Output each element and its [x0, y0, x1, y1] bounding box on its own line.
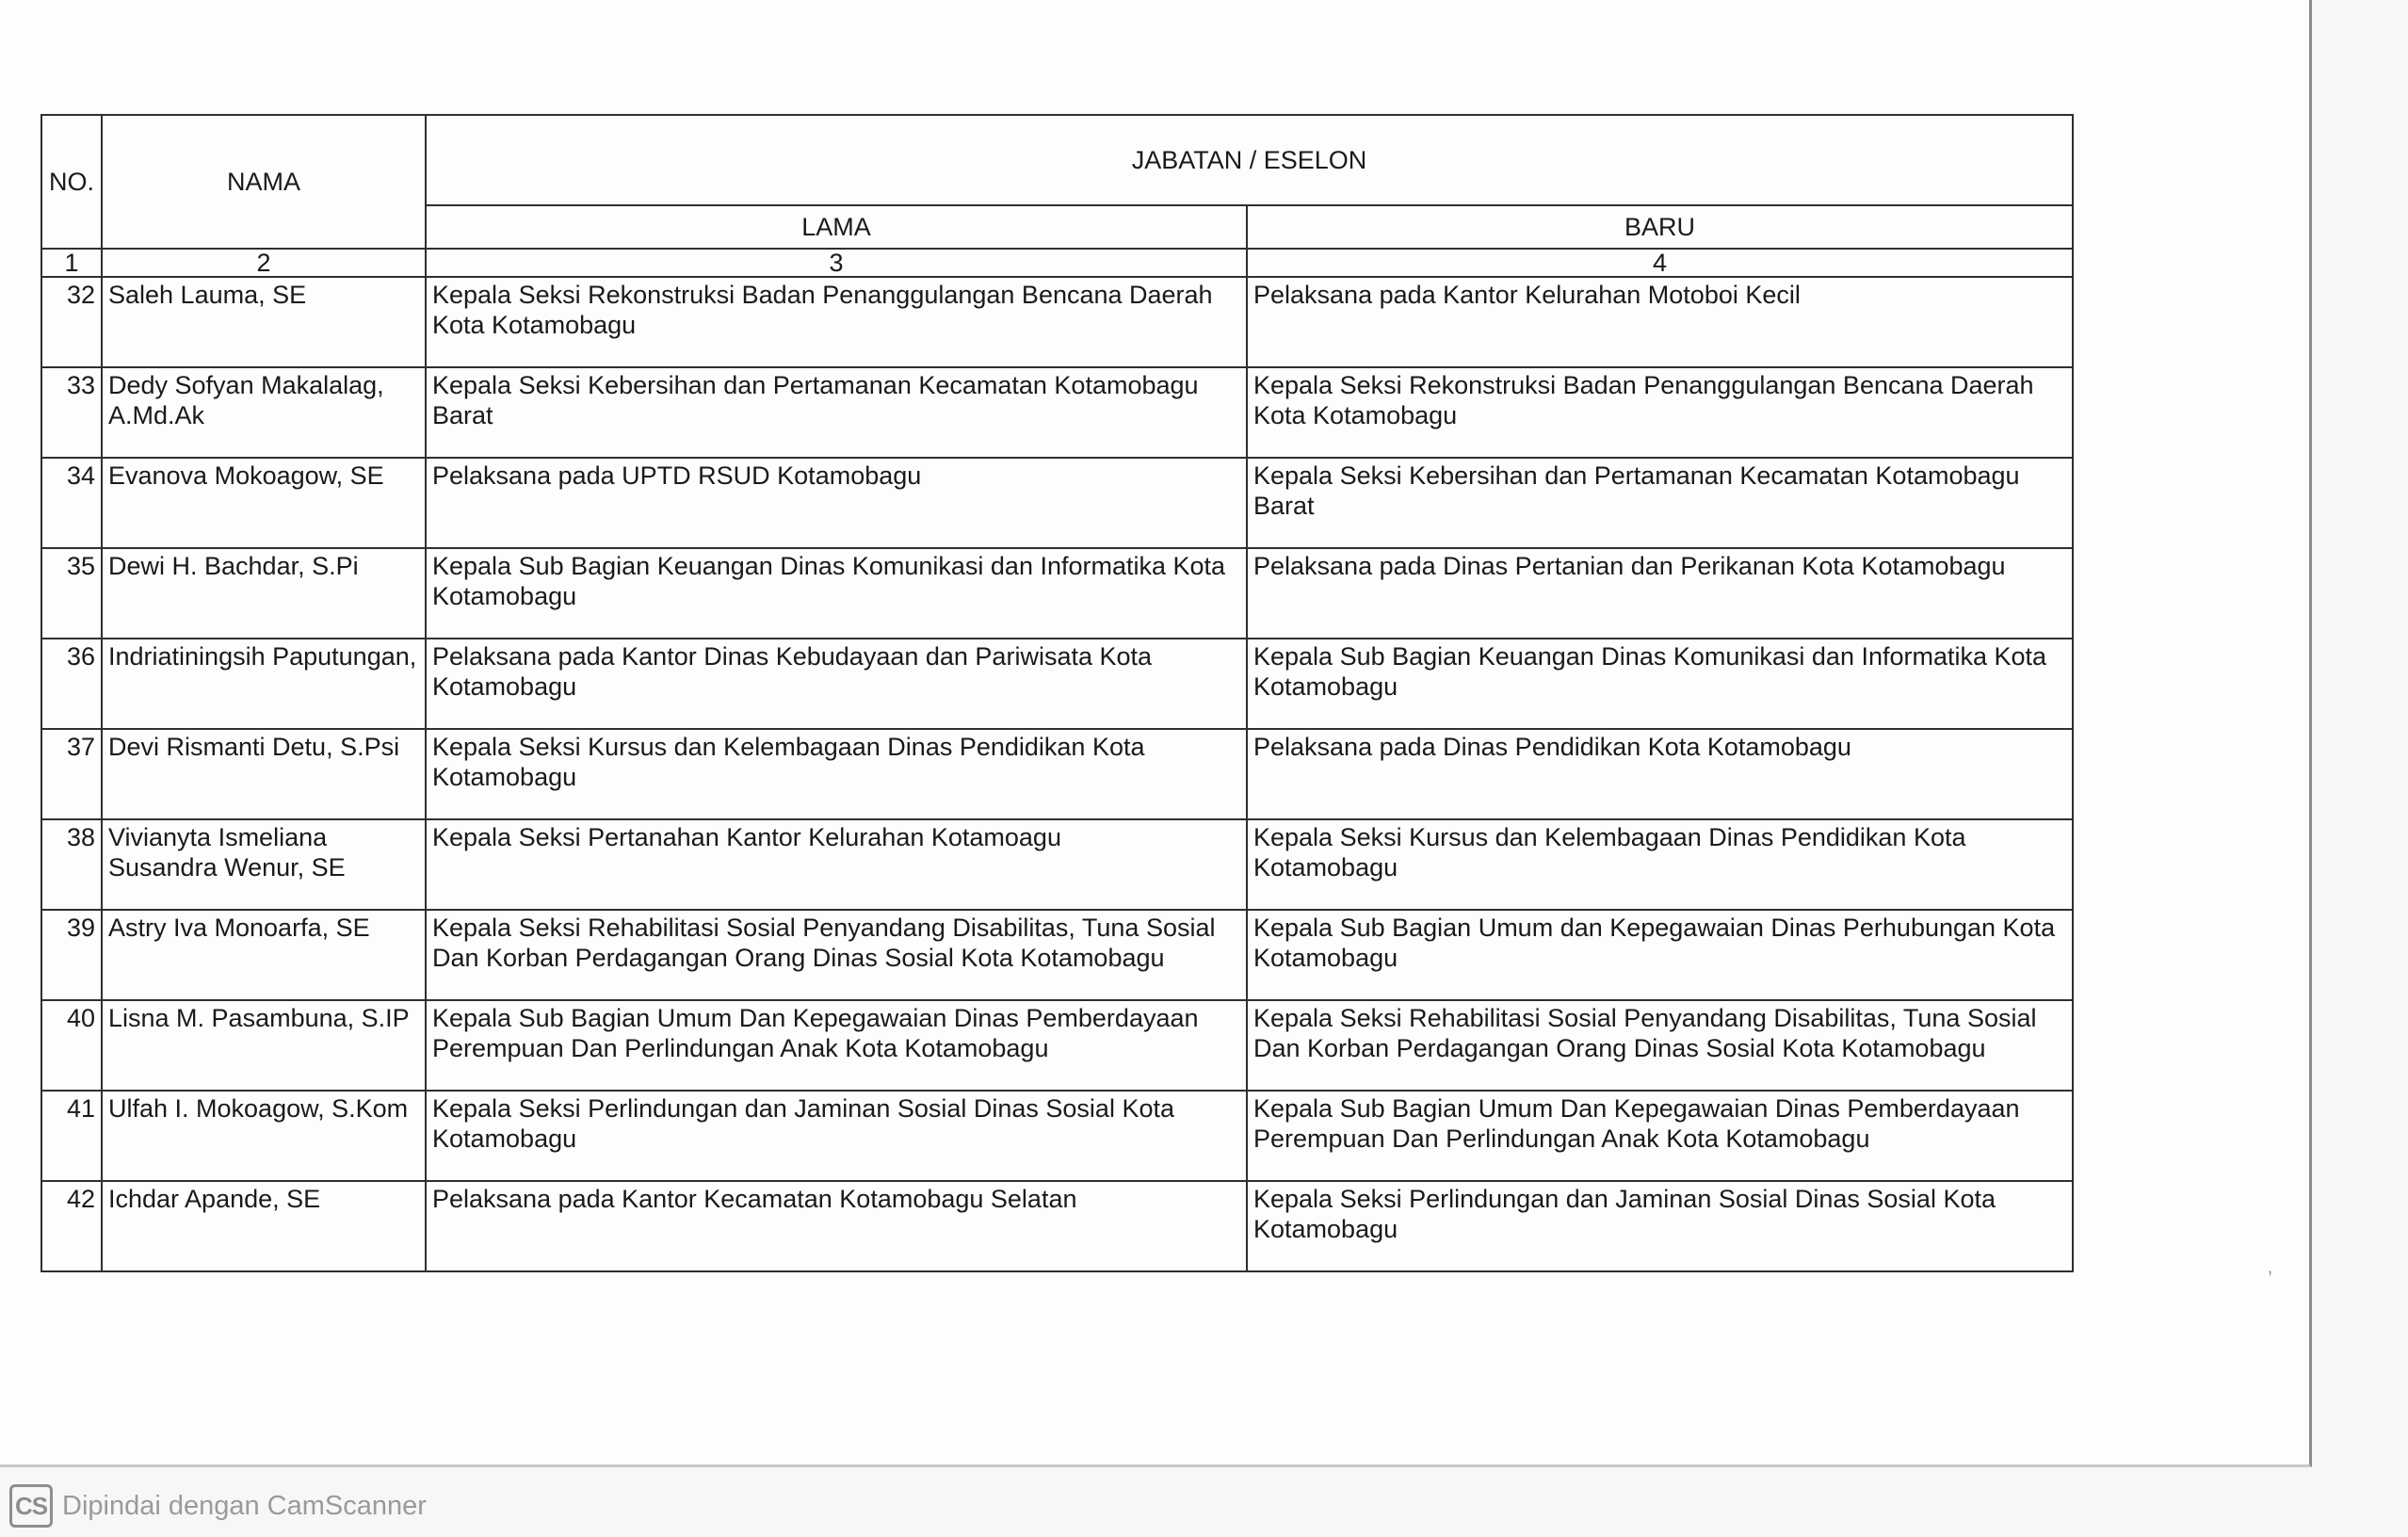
- cell-no: 41: [41, 1091, 102, 1181]
- col-number: 4: [1247, 249, 2073, 277]
- table-row: [41, 639, 2073, 729]
- cell-no: 37: [41, 729, 102, 819]
- table-row: [41, 277, 2073, 367]
- cell-lama: Kepala Seksi Rekonstruksi Badan Penanggulangan Bencana Daerah Kota Kotamobagu: [426, 277, 1247, 367]
- cell-nama: Ulfah I. Mokoagow, S.Kom: [102, 1091, 426, 1181]
- cell-nama: Saleh Lauma, SE: [102, 277, 426, 367]
- table-row: [41, 729, 2073, 819]
- cell-lama: Kepala Seksi Kursus dan Kelembagaan Dinas Pendidikan Kota Kotamobagu: [426, 729, 1247, 819]
- col-number: 2: [102, 249, 426, 277]
- cell-lama: Pelaksana pada UPTD RSUD Kotamobagu: [426, 458, 1247, 548]
- cell-baru: Kepala Seksi Rekonstruksi Badan Penanggulangan Bencana Daerah Kota Kotamobagu: [1247, 367, 2073, 458]
- cell-no: 33: [41, 367, 102, 458]
- header-lama: LAMA: [426, 205, 1247, 249]
- cell-lama: Kepala Seksi Rehabilitasi Sosial Penyandang Disabilitas, Tuna Sosial Dan Korban Perdagangan Orang Dinas Sosial Kota Kotamobagu: [426, 910, 1247, 1000]
- cell-nama: Devi Rismanti Detu, S.Psi: [102, 729, 426, 819]
- table-row: [41, 910, 2073, 1000]
- cell-no: 39: [41, 910, 102, 1000]
- cell-baru: Pelaksana pada Dinas Pendidikan Kota Kotamobagu: [1247, 729, 2073, 819]
- table-row: [41, 548, 2073, 639]
- cell-baru: Kepala Sub Bagian Keuangan Dinas Komunikasi dan Informatika Kota Kotamobagu: [1247, 639, 2073, 729]
- cell-nama: Evanova Mokoagow, SE: [102, 458, 426, 548]
- header-baru: BARU: [1247, 205, 2073, 249]
- table-row: [41, 1000, 2073, 1091]
- cell-nama: Dedy Sofyan Makalalag, A.Md.Ak: [102, 367, 426, 458]
- table-row: [41, 1181, 2073, 1271]
- cell-lama: Kepala Seksi Kebersihan dan Pertamanan Kecamatan Kotamobagu Barat: [426, 367, 1247, 458]
- cell-baru: Pelaksana pada Dinas Pertanian dan Perikanan Kota Kotamobagu: [1247, 548, 2073, 639]
- cell-lama: Kepala Sub Bagian Keuangan Dinas Komunikasi dan Informatika Kota Kotamobagu: [426, 548, 1247, 639]
- cell-no: 32: [41, 277, 102, 367]
- cell-lama: Pelaksana pada Kantor Kecamatan Kotamobagu Selatan: [426, 1181, 1247, 1271]
- cell-no: 42: [41, 1181, 102, 1271]
- table-row: [41, 1091, 2073, 1181]
- cell-baru: Kepala Seksi Kebersihan dan Pertamanan Kecamatan Kotamobagu Barat: [1247, 458, 2073, 548]
- stray-mark: ’: [2268, 1267, 2272, 1290]
- col-number: 3: [426, 249, 1247, 277]
- cell-baru: Kepala Seksi Kursus dan Kelembagaan Dinas Pendidikan Kota Kotamobagu: [1247, 819, 2073, 910]
- table-row: [41, 458, 2073, 548]
- cell-no: 36: [41, 639, 102, 729]
- cell-nama: Ichdar Apande, SE: [102, 1181, 426, 1271]
- camscanner-text: Dipindai dengan CamScanner: [62, 1490, 427, 1521]
- cell-nama: Dewi H. Bachdar, S.Pi: [102, 548, 426, 639]
- cell-lama: Kepala Seksi Perlindungan dan Jaminan Sosial Dinas Sosial Kota Kotamobagu: [426, 1091, 1247, 1181]
- cell-nama: Astry Iva Monoarfa, SE: [102, 910, 426, 1000]
- header-no: NO.: [41, 115, 102, 249]
- cell-lama: Pelaksana pada Kantor Dinas Kebudayaan dan Pariwisata Kota Kotamobagu: [426, 639, 1247, 729]
- cell-nama: Lisna M. Pasambuna, S.IP: [102, 1000, 426, 1091]
- camscanner-watermark: [9, 1481, 427, 1530]
- cell-nama: Indriatiningsih Paputungan,: [102, 639, 426, 729]
- header-jabatan: JABATAN / ESELON: [426, 115, 2073, 205]
- header-nama: NAMA: [102, 115, 426, 249]
- cell-lama: Kepala Sub Bagian Umum Dan Kepegawaian Dinas Pemberdayaan Perempuan Dan Perlindungan Anak Kota Kotamobagu: [426, 1000, 1247, 1091]
- cell-baru: Kepala Seksi Perlindungan dan Jaminan Sosial Dinas Sosial Kota Kotamobagu: [1247, 1181, 2073, 1271]
- table-row: [41, 367, 2073, 458]
- cell-baru: Kepala Seksi Rehabilitasi Sosial Penyandang Disabilitas, Tuna Sosial Dan Korban Perdagangan Orang Dinas Sosial Kota Kotamobagu: [1247, 1000, 2073, 1091]
- cell-no: 35: [41, 548, 102, 639]
- col-number: 1: [41, 249, 102, 277]
- cell-nama: Vivianyta Ismeliana Susandra Wenur, SE: [102, 819, 426, 910]
- cell-baru: Kepala Sub Bagian Umum dan Kepegawaian Dinas Perhubungan Kota Kotamobagu: [1247, 910, 2073, 1000]
- cell-baru: Pelaksana pada Kantor Kelurahan Motoboi Kecil: [1247, 277, 2073, 367]
- cell-no: 40: [41, 1000, 102, 1091]
- mutation-table: [40, 114, 2074, 1272]
- cell-no: 34: [41, 458, 102, 548]
- cell-baru: Kepala Sub Bagian Umum Dan Kepegawaian Dinas Pemberdayaan Perempuan Dan Perlindungan Anak Kota Kotamobagu: [1247, 1091, 2073, 1181]
- table-row: [41, 819, 2073, 910]
- cell-no: 38: [41, 819, 102, 910]
- cell-lama: Kepala Seksi Pertanahan Kantor Kelurahan Kotamoagu: [426, 819, 1247, 910]
- camscanner-logo-icon: CS: [9, 1484, 53, 1528]
